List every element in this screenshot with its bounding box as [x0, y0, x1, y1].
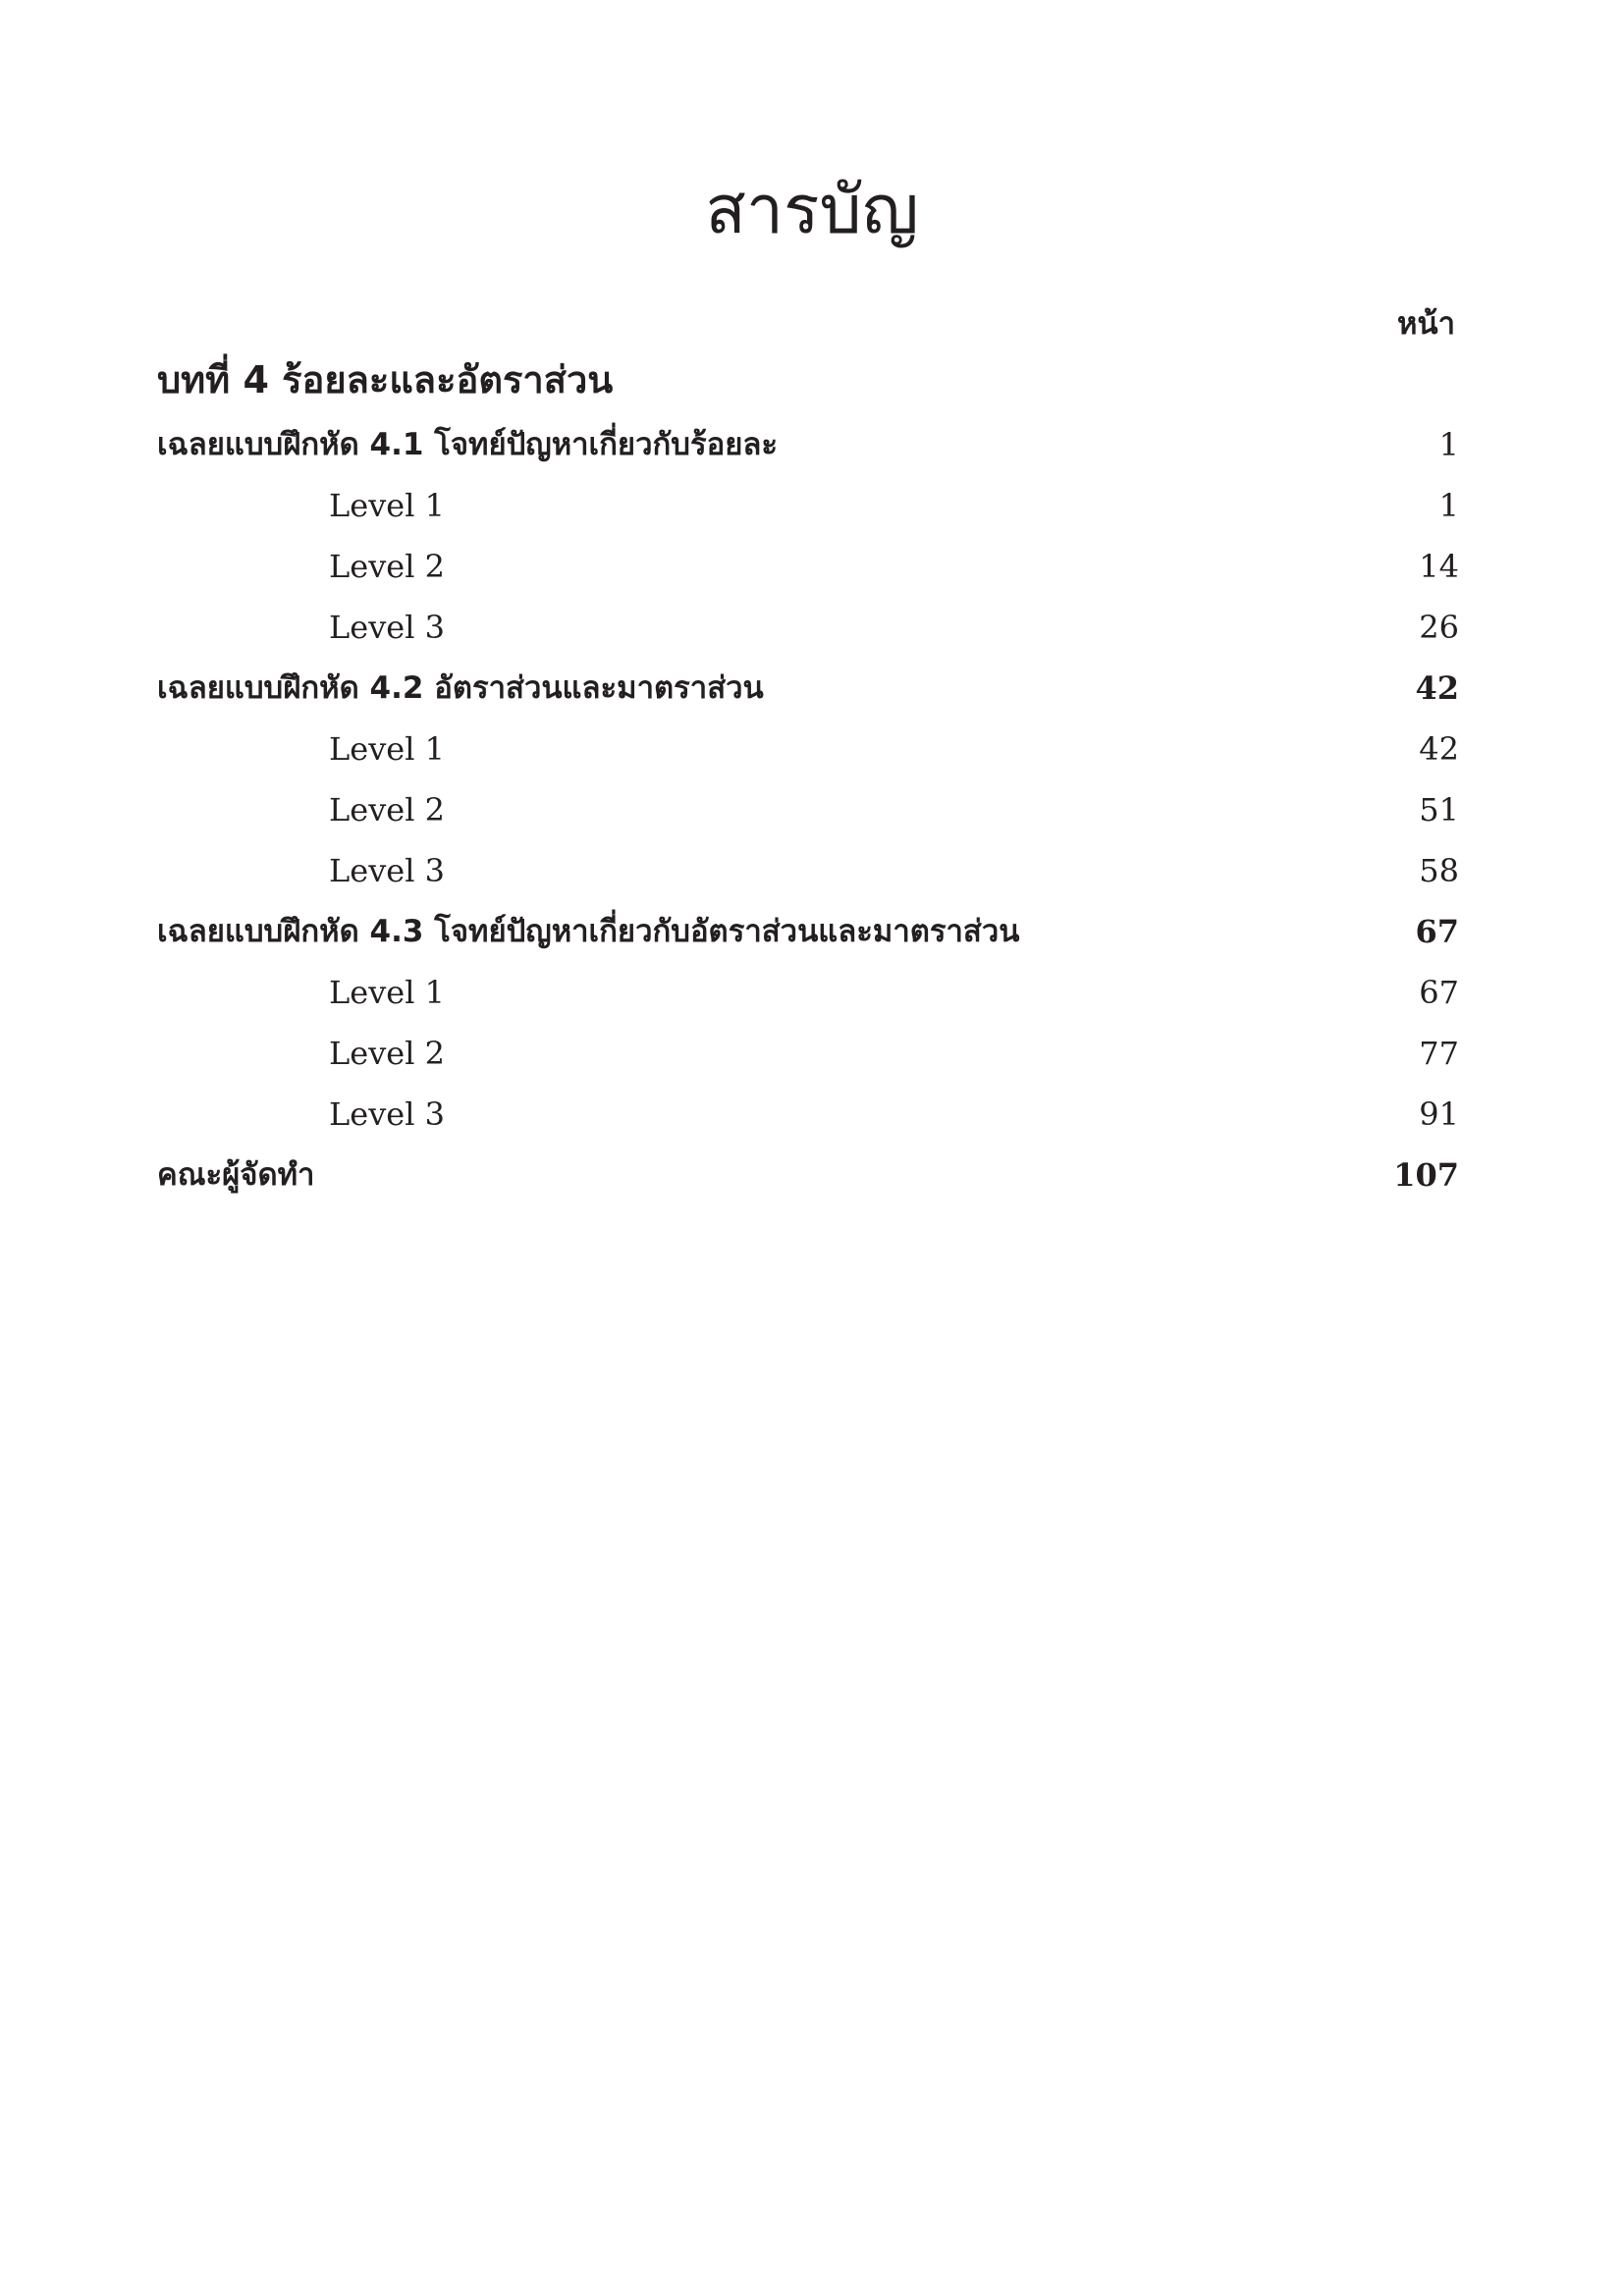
toc-entry-page: 58	[1419, 852, 1459, 889]
toc-entry-label: Level 2	[329, 791, 445, 828]
toc-entry-page: 107	[1393, 1156, 1459, 1194]
toc-entry-page: 42	[1415, 669, 1459, 707]
toc-entry-page: 26	[1419, 609, 1459, 646]
toc-entry-label: Level 2	[329, 1035, 445, 1072]
toc-entry-page: 42	[1419, 730, 1459, 768]
toc-entry-credits[interactable]	[157, 1150, 1459, 1200]
toc-entry-level[interactable]	[157, 542, 1459, 591]
page-title: สารบัญ	[705, 172, 919, 249]
toc-entry-page: 91	[1419, 1095, 1459, 1133]
toc-entry-label: Level 1	[329, 487, 445, 524]
toc-entry-level[interactable]	[157, 785, 1459, 834]
toc-entry-label: Level 2	[329, 548, 445, 585]
page-column-label: หน้า	[1396, 306, 1455, 342]
toc-entry-level[interactable]	[157, 1090, 1459, 1139]
toc-entry-section-4-1[interactable]	[157, 420, 1459, 469]
toc-entry-page: 1	[1438, 426, 1459, 463]
toc-entry-label: Level 1	[329, 974, 445, 1011]
toc-entry-page: 14	[1419, 548, 1459, 585]
toc-entry-label: Level 3	[329, 852, 445, 889]
toc-entry-label: Level 1	[329, 730, 445, 768]
toc-entry-level[interactable]	[157, 846, 1459, 895]
toc-entry-label: คณะผู้จัดทำ	[157, 1157, 315, 1193]
toc-entry-label: Level 3	[329, 609, 445, 646]
toc-entry-label: เฉลยแบบฝึกหัด 4.1 โจทย์ปัญหาเกี่ยวกับร้อยละ	[157, 427, 779, 462]
toc-entry-level[interactable]	[157, 481, 1459, 530]
toc-entry-label: เฉลยแบบฝึกหัด 4.3 โจทย์ปัญหาเกี่ยวกับอัตราส่วนและมาตราส่วน	[157, 914, 1020, 949]
toc-entry-page: 51	[1419, 791, 1459, 828]
toc-entry-page: 67	[1415, 913, 1459, 950]
chapter-heading: บทที่ 4 ร้อยละและอัตราส่วน	[157, 358, 614, 401]
toc-entry-label: Level 3	[329, 1095, 445, 1133]
toc-entry-page: 1	[1438, 487, 1459, 524]
toc-entry-label: เฉลยแบบฝึกหัด 4.2 อัตราส่วนและมาตราส่วน	[157, 670, 764, 706]
toc-entry-level[interactable]	[157, 1029, 1459, 1078]
toc-entry-section-4-3[interactable]	[157, 907, 1459, 956]
toc-entry-level[interactable]	[157, 724, 1459, 774]
toc-entry-section-4-2[interactable]	[157, 664, 1459, 713]
toc-entry-page: 67	[1419, 974, 1459, 1011]
toc-entry-page: 77	[1419, 1035, 1459, 1072]
toc-entry-level[interactable]	[157, 968, 1459, 1017]
toc-entry-level[interactable]	[157, 603, 1459, 652]
